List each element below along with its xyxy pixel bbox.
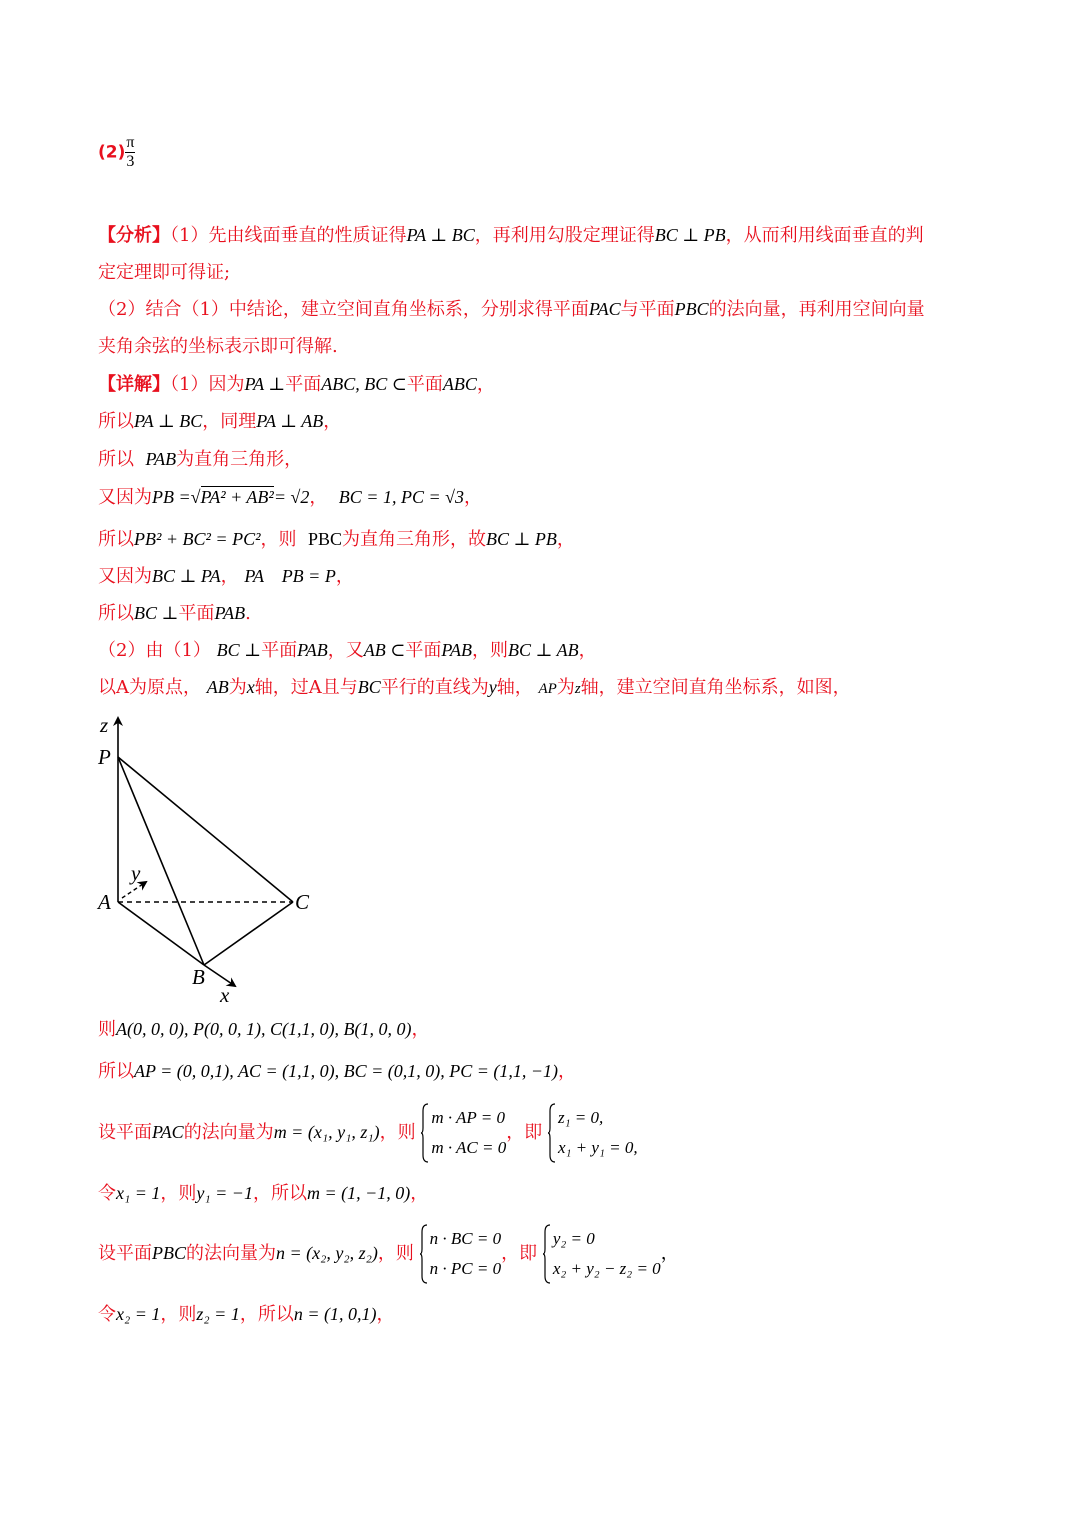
text: ，所以 (252, 1183, 307, 1204)
math: y (488, 677, 497, 697)
text: 平面 (285, 374, 322, 395)
text: ，从而利用线面垂直的判 (725, 225, 924, 246)
normal-n-line-2 (98, 1305, 394, 1324)
math: BC (357, 677, 381, 697)
text: 为 (228, 677, 247, 698)
text: ，同理 (202, 411, 257, 432)
text: ，则 (160, 1183, 197, 1204)
text: ，即 (501, 1243, 538, 1264)
text: ， (463, 487, 482, 508)
text: ， (578, 640, 597, 661)
text: 的法向量为 (186, 1243, 276, 1264)
math-radicand: PA² + AB² (200, 487, 274, 507)
detail-line-2 (98, 412, 341, 431)
equation-row: y₂ = 0 (552, 1229, 595, 1248)
text: ，则 (160, 1304, 197, 1325)
label-B: B (192, 965, 205, 989)
brace-icon (420, 1224, 428, 1284)
normal-m-line (98, 1100, 638, 1164)
math: x (246, 677, 255, 697)
math: PAC (152, 1122, 184, 1142)
math: ABC, BC ⊂ (321, 374, 407, 394)
text: 令 (98, 1183, 116, 1204)
normal-m-line-2 (98, 1184, 428, 1203)
detail-line-4 (98, 488, 482, 507)
text: ，再利用勾股定理证得 (474, 225, 655, 246)
text: ， (335, 566, 354, 587)
analysis-line-4 (98, 338, 338, 356)
math: AP (538, 681, 557, 697)
math: AB (206, 677, 229, 697)
equation-row: z₁ = 0, (557, 1108, 604, 1127)
answer-fraction (125, 134, 135, 171)
math: BC ⊥ (134, 603, 179, 623)
text: 则 (98, 1019, 116, 1040)
equation-row: m · AC = 0 (431, 1138, 507, 1157)
math: n = (1, 0,1) (293, 1304, 377, 1324)
equation-system (421, 1103, 506, 1163)
math: x₂ = 1 (116, 1304, 161, 1324)
detail-line-1 (98, 375, 495, 394)
text: 所以 (98, 411, 134, 432)
analysis-line-3 (98, 300, 925, 319)
text: 又因为 (98, 487, 152, 508)
label-A: A (98, 890, 111, 914)
text: 平面 (261, 640, 298, 661)
text: ，即 (506, 1122, 543, 1143)
detail-line-7 (98, 604, 251, 623)
text: ， (410, 1183, 429, 1204)
text: 夹角余弦的坐标表示即可得解. (98, 336, 338, 357)
analysis-tag: 【分析】 (98, 225, 170, 246)
text: 平面 (406, 374, 443, 395)
math: AP = (0, 0,1), AC = (1,1, 0), BC = (0,1, 0), PC = (1,1, −1) (134, 1061, 559, 1081)
text: ，则 (472, 640, 508, 661)
label-P: P (98, 745, 111, 769)
text: 的法向量，再利用空间向量 (708, 299, 925, 320)
detail-line-5 (98, 530, 575, 549)
math: PA ⊥ BC (406, 225, 475, 245)
math: BC = 1, PC = √3 (338, 487, 464, 507)
label-y: y (131, 861, 141, 885)
equation-row: n · BC = 0 (429, 1229, 502, 1248)
text: 轴，过A且与 (254, 677, 358, 698)
text: （1）因为 (170, 374, 245, 395)
math: n = (x₂, y₂, z₂) (276, 1243, 378, 1263)
math: BC ⊥ AB (508, 640, 579, 660)
text: 轴，建立空间直角坐标系，如图， (580, 677, 851, 698)
normal-n-line (98, 1221, 679, 1285)
math: BC ⊥ PB (485, 529, 557, 549)
math: PA ⊥ BC (134, 411, 203, 431)
text: ，又 (327, 640, 364, 661)
equation-system (420, 1224, 501, 1284)
text: 又因为 (98, 566, 152, 587)
equation-system (548, 1103, 638, 1163)
brace-icon (548, 1103, 556, 1163)
brace-icon (543, 1224, 551, 1284)
math: BC ⊥ PA (152, 566, 221, 586)
equation-row: m · AP = 0 (431, 1108, 505, 1127)
math: ABC (442, 374, 477, 394)
text: 轴， (496, 677, 533, 698)
text: ， (220, 566, 239, 587)
math: PBC (674, 299, 709, 319)
equation-row: x₂ + y₂ − z₂ = 0 (552, 1259, 661, 1278)
text: （2）由（1） (98, 640, 211, 661)
text: 所以 (98, 1061, 134, 1082)
text: 的法向量为 (183, 1122, 274, 1143)
math: m = (1, −1, 0) (306, 1183, 411, 1203)
text: 令 (98, 1304, 116, 1325)
detail-line-8 (98, 641, 597, 660)
fraction-denominator: 3 (126, 153, 135, 170)
text: 所以 (98, 449, 134, 470)
text: 定定理即可得证; (98, 262, 231, 283)
math: BC ⊥ PB (654, 225, 726, 245)
math: PAC (588, 299, 621, 319)
text: ， (556, 529, 575, 550)
text: ， (376, 1304, 395, 1325)
math: PA ⊥ AB (256, 411, 324, 431)
text: ，所以 (239, 1304, 294, 1325)
math: z (574, 681, 581, 697)
text: ， (660, 1243, 679, 1263)
text: 为直角三角形，故 (341, 529, 486, 550)
math: BC ⊥ (216, 640, 262, 660)
equation-row: x₁ + y₁ = 0, (557, 1138, 638, 1157)
edge-BC (204, 902, 293, 965)
coordinate-diagram (96, 712, 326, 1007)
text: 所以 (98, 529, 134, 550)
detail-line-3 (98, 450, 302, 469)
text: 平行的直线为 (380, 677, 489, 698)
text: ，则 (379, 1122, 416, 1143)
math: PAB (441, 640, 472, 660)
coords-line-2 (98, 1062, 576, 1081)
label-x: x (220, 983, 230, 1007)
part2-answer (98, 134, 135, 171)
math: AB ⊂ (363, 640, 406, 660)
text: 为 (556, 677, 575, 698)
edge-PC (118, 757, 293, 902)
math: PAB (145, 449, 177, 469)
text: （1）先由线面垂直的性质证得 (170, 225, 407, 246)
math: PB = (152, 487, 191, 507)
math: PAB (297, 640, 328, 660)
text: 平面 (178, 603, 215, 624)
label-C: C (295, 890, 310, 914)
text: . (245, 603, 251, 624)
text: 设平面 (98, 1122, 152, 1143)
text: ，则 (260, 529, 297, 550)
text: 平面 (405, 640, 442, 661)
fraction-numerator: π (126, 134, 135, 151)
math: m = (x₁, y₁, z₁) (273, 1122, 380, 1142)
coords-line-1 (98, 1020, 429, 1039)
label-z: z (100, 713, 109, 737)
text: ， (323, 411, 342, 432)
text: ， (558, 1061, 577, 1082)
math: PBC (152, 1243, 186, 1263)
equation-system (543, 1224, 661, 1284)
text: ， (411, 1019, 430, 1040)
brace-icon (421, 1103, 429, 1163)
math: PBC (307, 529, 342, 549)
text: 为直角三角形， (176, 449, 303, 470)
text: （2）结合（1）中结论，建立空间直角坐标系，分别求得平面 (98, 299, 589, 320)
detail-tag: 【详解】 (98, 374, 170, 395)
sqrt-sign: √ (190, 487, 201, 507)
math: y₁ = −1 (196, 1183, 253, 1203)
text: ， (476, 374, 495, 395)
text: 所以 (98, 603, 134, 624)
text: 以A为原点， (98, 677, 201, 698)
math: z₂ = 1 (196, 1304, 240, 1324)
part2-label: (2) (98, 142, 126, 163)
detail-line-6 (98, 567, 354, 586)
equation-row: n · PC = 0 (429, 1259, 502, 1278)
math: PB² + BC² = PC² (134, 529, 261, 549)
math: PA PB = P (244, 566, 336, 586)
math: PAB (214, 603, 246, 623)
math: x₁ = 1 (116, 1183, 161, 1203)
text: ， (309, 487, 328, 508)
text: ，则 (377, 1243, 414, 1264)
analysis-line-1 (98, 226, 924, 245)
analysis-line-2 (98, 264, 230, 282)
math: A(0, 0, 0), P(0, 0, 1), C(1,1, 0), B(1, 0, 0) (116, 1019, 412, 1039)
math: = √2 (273, 487, 310, 507)
math: PA ⊥ (244, 374, 286, 394)
text: 与平面 (620, 299, 675, 320)
detail-line-9 (98, 678, 851, 697)
text: 设平面 (98, 1243, 152, 1264)
